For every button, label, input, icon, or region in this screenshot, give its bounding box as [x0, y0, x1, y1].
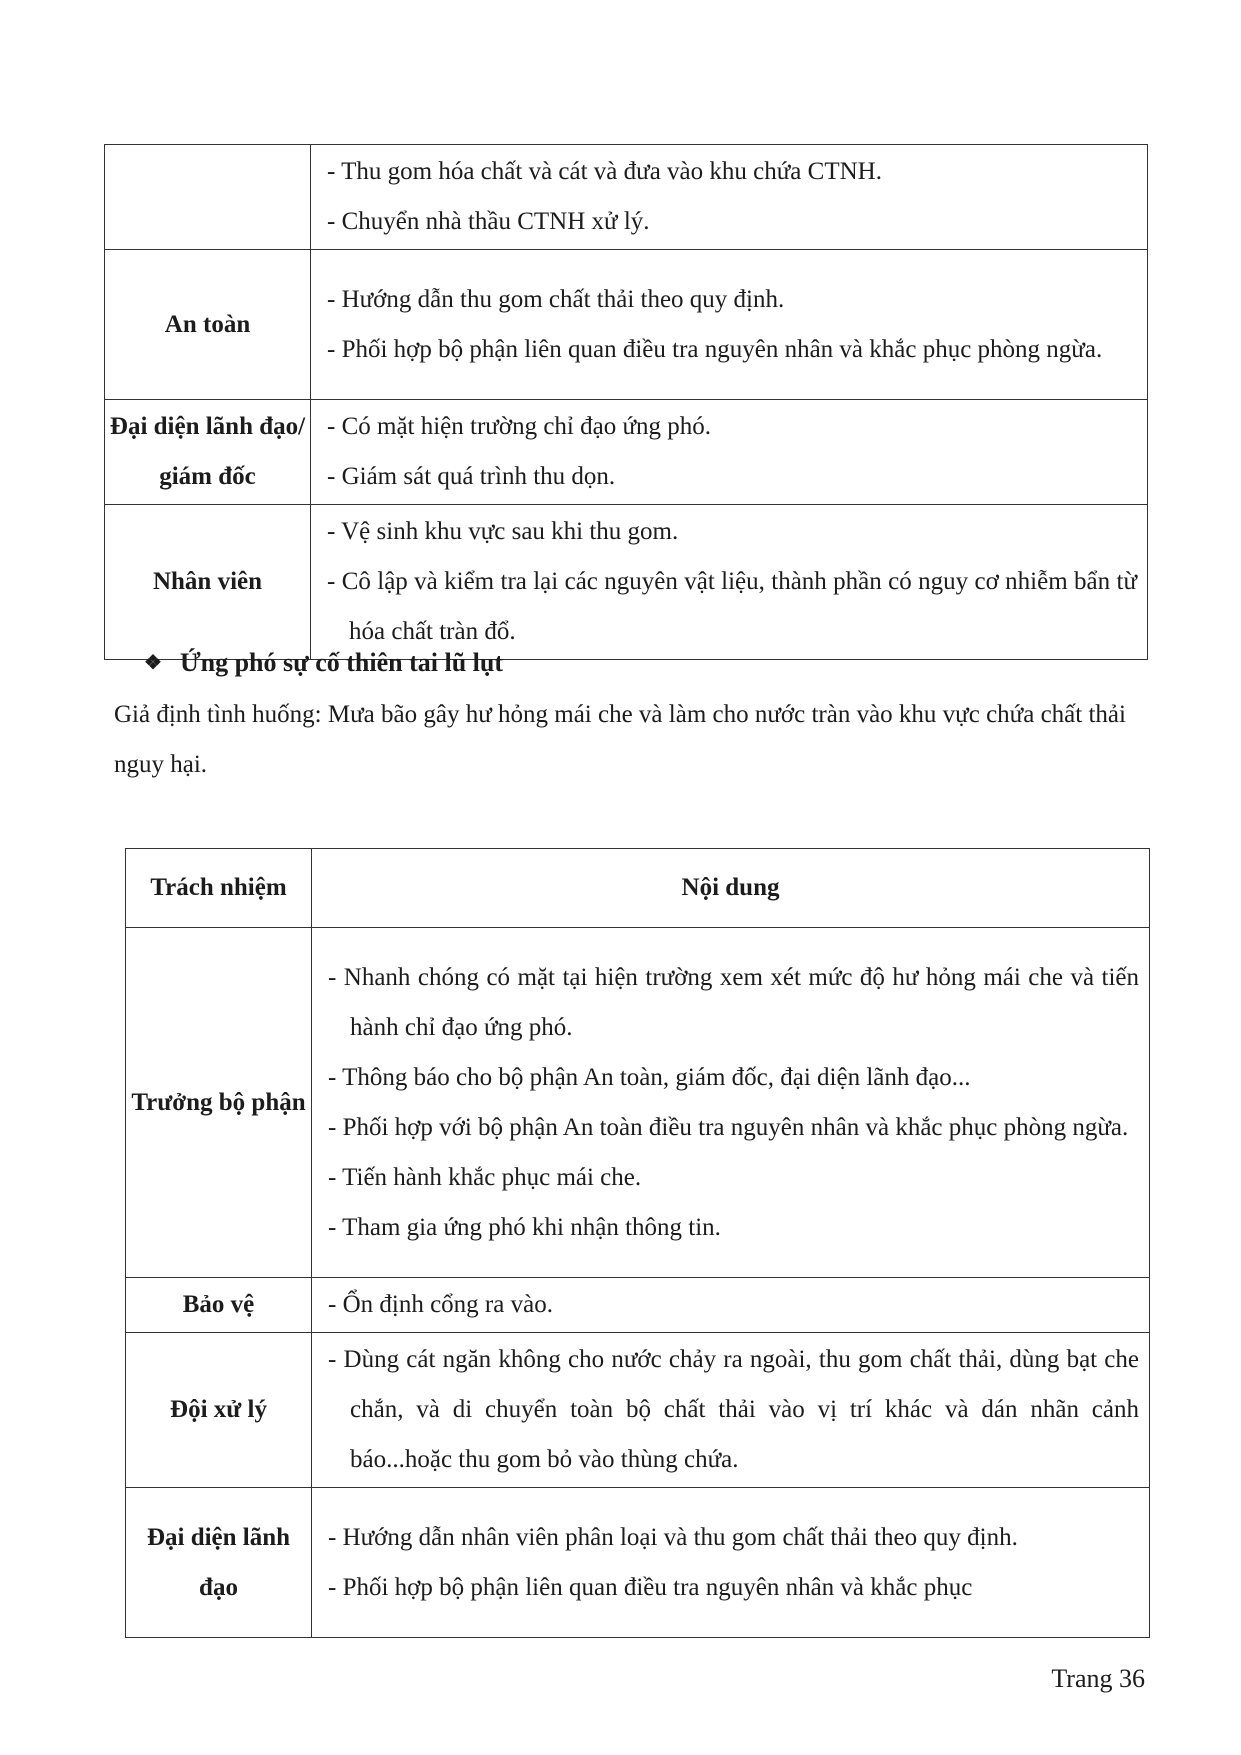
content-cell [312, 928, 1150, 1278]
role-cell: Đội xử lý [126, 1333, 312, 1488]
role-cell: Trưởng bộ phận [126, 928, 312, 1278]
role-cell: Nhân viên [105, 505, 311, 660]
scenario-paragraph: Giả định tình huống: Mưa bão gây hư hỏng mái che và làm cho nước tràn vào khu vực chứa chất thải nguy hại. [114, 701, 1126, 778]
content-line: - Tham gia ứng phó khi nhận thông tin. [328, 1213, 721, 1241]
content-cell [311, 145, 1148, 250]
role-cell: An toàn [105, 250, 311, 400]
role-cell [105, 145, 311, 250]
role-cell: Đại diện lãnh đạo [126, 1488, 312, 1638]
content-cell [311, 505, 1148, 660]
content-line: - Hướng dẫn nhân viên phân loại và thu gom chất thải theo quy định. [328, 1523, 1018, 1551]
content-cell [312, 1278, 1150, 1333]
table-header-row [126, 849, 1150, 928]
content-line: - Chuyển nhà thầu CTNH xử lý. [327, 208, 650, 235]
table-row [105, 145, 1148, 250]
role-cell: Bảo vệ [126, 1278, 312, 1333]
content-cell [311, 400, 1148, 505]
content-line: - Có mặt hiện trường chỉ đạo ứng phó. [327, 413, 712, 440]
table-row [126, 928, 1150, 1278]
content-line: - Phối hợp bộ phận liên quan điều tra nguyên nhân và khắc phục [328, 1573, 973, 1601]
content-line: - Hướng dẫn thu gom chất thải theo quy định. [327, 285, 785, 313]
content-line: - Cô lập và kiểm tra lại các nguyên vật liệu, thành phần có nguy cơ nhiễm bẩn từ hóa chất tràn đổ. [327, 568, 1137, 645]
content-line: - Nhanh chóng có mặt tại hiện trường xem xét mức độ hư hỏng mái che và tiến hành chỉ đạo ứng phó. [328, 963, 1139, 1041]
table-row [126, 1333, 1150, 1488]
diamond-bullet-icon: ❖ [144, 652, 162, 674]
responsibility-table-chemical-spill [104, 144, 1148, 660]
content-cell [312, 1488, 1150, 1638]
table-row [126, 1488, 1150, 1638]
section-title: Ứng phó sự cố thiên tai lũ lụt [179, 648, 504, 677]
role-cell: Đại diện lãnh đạo/ giám đốc [105, 400, 311, 505]
responsibility-table-natural-disaster [125, 848, 1150, 1638]
table-row [105, 400, 1148, 505]
content-line: - Vệ sinh khu vực sau khi thu gom. [327, 518, 679, 545]
content-line: - Thông báo cho bộ phận An toàn, giám đốc, đại diện lãnh đạo... [328, 1063, 971, 1091]
header-responsibility: Trách nhiệm [126, 849, 312, 928]
content-line: - Phối hợp với bộ phận An toàn điều tra nguyên nhân và khắc phục phòng ngừa. [328, 1113, 1129, 1141]
section-heading [144, 648, 503, 678]
page-number: Trang 36 [1051, 1664, 1145, 1693]
header-content: Nội dung [312, 849, 1150, 928]
table-row [105, 505, 1148, 660]
content-line: - Tiến hành khắc phục mái che. [328, 1163, 642, 1191]
content-line: - Phối hợp bộ phận liên quan điều tra nguyên nhân và khắc phục phòng ngừa. [327, 335, 1103, 363]
content-cell [311, 250, 1148, 400]
content-cell [312, 1333, 1150, 1488]
content-line: - Thu gom hóa chất và cát và đưa vào khu chứa CTNH. [327, 158, 882, 185]
table-row [105, 250, 1148, 400]
content-line: - Ổn định cổng ra vào. [328, 1291, 553, 1318]
content-line: - Giám sát quá trình thu dọn. [327, 463, 616, 490]
table-row [126, 1278, 1150, 1333]
content-line: - Dùng cát ngăn không cho nước chảy ra ngoài, thu gom chất thải, dùng bạt che chắn, và di chuyển toàn bộ chất thải vào vị trí khác và dán nhãn cảnh báo...hoặc thu gom bỏ vào thùng chứa. [328, 1346, 1139, 1473]
